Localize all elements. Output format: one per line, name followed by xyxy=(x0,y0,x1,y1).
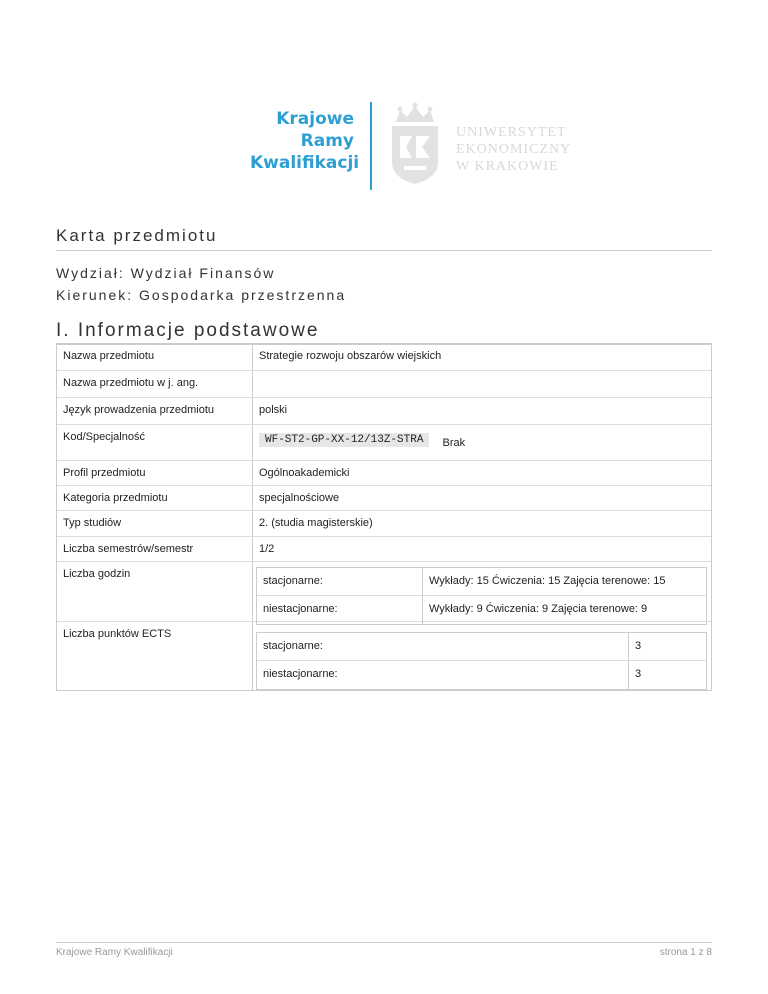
header-logos xyxy=(250,100,590,195)
faculty-line: Wydział: Wydział Finansów xyxy=(56,265,276,281)
krk-line-3: Kwalifikacji xyxy=(250,153,360,173)
row-value: 1/2 xyxy=(259,543,275,555)
table-row xyxy=(57,461,711,486)
row-label: Nazwa przedmiotu w j. ang. xyxy=(57,371,253,397)
page-footer xyxy=(56,942,712,958)
ects-value: 3 xyxy=(635,668,642,680)
row-value: Ogólnoakademicki xyxy=(259,467,350,479)
direction-line: Kierunek: Gospodarka przestrzenna xyxy=(56,287,347,303)
hours-value: Wykłady: 15 Ćwiczenia: 15 Zajęcia terenowe: 15 xyxy=(429,575,666,587)
row-label: Liczba punktów ECTS xyxy=(57,622,253,690)
study-mode-label: stacjonarne: xyxy=(257,568,423,595)
course-code-badge: WF-ST2-GP-XX-12/13Z-STRA xyxy=(259,433,429,447)
document-title: Karta przedmiotu xyxy=(56,226,712,251)
hours-row xyxy=(257,596,706,624)
table-row xyxy=(57,486,711,511)
row-label: Język prowadzenia przedmiotu xyxy=(57,398,253,424)
table-row xyxy=(57,371,711,398)
university-logo-text xyxy=(456,124,571,175)
table-row xyxy=(57,344,711,371)
table-row xyxy=(57,398,711,425)
table-row xyxy=(57,511,711,537)
ects-row xyxy=(257,633,706,661)
row-value: 2. (studia magisterskie) xyxy=(259,517,373,529)
ects-row xyxy=(257,661,706,689)
row-value xyxy=(253,371,711,397)
study-mode-label: stacjonarne: xyxy=(257,633,629,660)
logo-divider xyxy=(370,102,372,190)
hours-value: Wykłady: 9 Ćwiczenia: 9 Zajęcia terenowe: 9 xyxy=(429,603,648,615)
hours-subtable xyxy=(256,567,707,625)
ects-cell xyxy=(253,622,711,690)
study-mode-label: niestacjonarne: xyxy=(257,596,423,624)
study-mode-label: niestacjonarne: xyxy=(257,661,629,689)
table-row-ects xyxy=(57,622,711,690)
row-value: polski xyxy=(259,404,288,416)
row-label: Liczba semestrów/semestr xyxy=(57,537,253,561)
row-label: Kategoria przedmiotu xyxy=(57,486,253,510)
university-line-3: W KRAKOWIE xyxy=(456,159,559,174)
table-row xyxy=(57,537,711,562)
page-number: strona 1 z 8 xyxy=(659,947,712,958)
row-label: Typ studiów xyxy=(57,511,253,536)
row-value xyxy=(253,425,711,460)
hours-row xyxy=(257,568,706,596)
table-row xyxy=(57,425,711,461)
ects-subtable xyxy=(256,632,707,690)
university-line-1: UNIWERSYTET xyxy=(456,125,567,140)
row-label: Kod/Specjalność xyxy=(57,425,253,460)
table-row-hours xyxy=(57,562,711,622)
section-title: I. Informacje podstawowe xyxy=(56,320,712,345)
specialty-value: Brak xyxy=(442,437,466,449)
university-line-2: EKONOMICZNY xyxy=(456,142,572,157)
hours-cell xyxy=(253,562,711,621)
university-crown-emblem-icon xyxy=(386,100,444,186)
footer-left-text: Krajowe Ramy Kwalifikacji xyxy=(56,947,173,958)
krk-logo-text xyxy=(250,108,360,174)
krk-line-1: Krajowe xyxy=(276,109,354,129)
krk-line-2: Ramy xyxy=(300,131,354,151)
ects-value: 3 xyxy=(635,640,642,652)
basic-info-table xyxy=(56,343,712,691)
row-value: Strategie rozwoju obszarów wiejskich xyxy=(259,350,442,362)
row-label: Nazwa przedmiotu xyxy=(57,344,253,370)
row-label: Profil przedmiotu xyxy=(57,461,253,485)
row-label: Liczba godzin xyxy=(57,562,253,621)
row-value: specjalnościowe xyxy=(259,492,340,504)
